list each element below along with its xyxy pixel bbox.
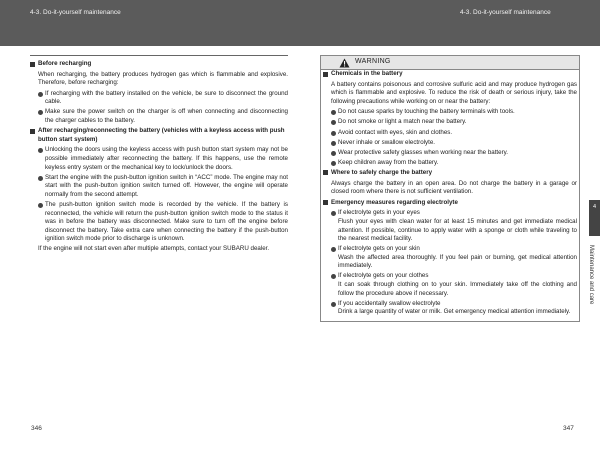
warning-box (320, 70, 580, 322)
paragraph: If the engine will not start even after multiple attempts, contact your SUBARU dealer. (38, 245, 270, 253)
paragraph: When recharging, the battery produces hydrogen gas which is flammable and explosive. Therefore, before recharging: (38, 70, 288, 87)
list-item-text: Unlocking the doors using the keyless access with push button start system may not be possible immediately after reconnecting the battery. If this happens, use the remote keyless entry system or the mechanical key to lock/unlock the doors. (45, 146, 288, 171)
list-item-heading: If electrolyte gets on your clothes (338, 272, 429, 280)
bullet-icon (38, 110, 43, 115)
chapter-tab-label: Maintenance and care (588, 245, 594, 305)
list-item-text: Do not smoke or light a match near the battery. (338, 118, 467, 126)
bullet-icon (331, 110, 336, 115)
list-item-text: Do not cause sparks by touching the battery terminals with tools. (338, 108, 515, 116)
list-item (30, 201, 288, 244)
list-item-heading: If electrolyte gets in your eyes (338, 209, 420, 217)
section-heading (323, 70, 577, 79)
square-bullet-icon (323, 200, 328, 205)
list-item-text: Make sure the power switch on the charger is off when connecting and disconnecting the charger cables to the battery. (45, 108, 288, 125)
list-item (323, 139, 577, 148)
section-divider (30, 55, 288, 56)
list-item (323, 129, 577, 138)
page-number-right: 347 (563, 425, 574, 432)
square-bullet-icon (30, 62, 35, 67)
bullet-icon (331, 151, 336, 156)
square-bullet-icon (323, 72, 328, 77)
list-item (30, 90, 288, 107)
bullet-icon (331, 161, 336, 166)
header-right-title: 4-3. Do-it-yourself maintenance (460, 9, 551, 16)
bullet-icon (331, 274, 336, 279)
list-item (323, 272, 577, 298)
list-item-heading: If electrolyte gets on your skin (338, 245, 420, 253)
section-heading (30, 127, 288, 144)
bullet-icon (331, 141, 336, 146)
list-item (323, 300, 577, 317)
warning-header (320, 55, 580, 70)
list-item (323, 159, 577, 168)
bullet-icon (331, 120, 336, 125)
page-header-bar (0, 0, 600, 46)
list-item-text: Flush your eyes with clean water for at least 15 minutes and get immediate medical attention. If possible, continue to apply water with a sponge or cloth while traveling to the nearest medical facility. (338, 217, 577, 243)
list-item-text: Avoid contact with eyes, skin and clothes. (338, 128, 453, 136)
list-item-heading: If you accidentally swallow electrolyte (338, 299, 441, 307)
list-item (323, 108, 577, 117)
section-title: Where to safely charge the battery (331, 168, 433, 176)
bullet-icon (38, 148, 43, 153)
list-item-text: Start the engine with the push-button ignition switch in “ACC” mode. The engine may not start with the push-button ignition switch turned off. However, the engine will operate normally from the second attempt. (45, 173, 288, 198)
list-item (323, 149, 577, 158)
square-bullet-icon (30, 129, 35, 134)
list-item (30, 108, 288, 125)
list-item-text: It can soak through clothing on to your skin. Immediately take off the clothing and follow the procedure above if necessary. (338, 281, 577, 297)
list-item-text: Wear protective safety glasses when working near the battery. (338, 148, 509, 156)
bullet-icon (38, 176, 43, 181)
section-heading (30, 60, 288, 69)
list-item (30, 146, 288, 172)
bullet-icon (331, 211, 336, 216)
page-number-left: 346 (31, 425, 42, 432)
list-item (30, 174, 288, 200)
section-title: After recharging/reconnecting the battery (vehicles with a keyless access with push button start system) (38, 127, 285, 143)
section-title: Before recharging (38, 60, 92, 67)
bullet-icon (38, 203, 43, 208)
list-item-text: Wash the affected area thoroughly. If you feel pain or burning, get medical attention immediately. (338, 253, 577, 270)
list-item (323, 245, 577, 271)
section-title: Chemicals in the battery (331, 70, 403, 77)
right-page-column (320, 55, 580, 322)
bullet-icon (331, 131, 336, 136)
warning-triangle-icon (339, 58, 350, 68)
list-item (323, 118, 577, 127)
chapter-tab-number: 4 (592, 204, 597, 210)
chapter-tab (589, 200, 600, 236)
list-item-text: Never inhale or swallow electrolyte. (338, 138, 435, 146)
list-item-text: The push-button ignition switch mode is recorded by the vehicle. If the battery is reconnected, the vehicle will return the push-button ignition switch mode to the status it was in before the battery was disconnected. Make sure to turn off the engine before disconnect the battery. Take extra care when connecting the battery if the push-button ignition switch mode prior to discharge is unknown. (45, 200, 288, 243)
list-item-text: Keep children away from the battery. (338, 158, 439, 166)
list-item-text: If recharging with the battery installed on the vehicle, be sure to disconnect the ground cable. (45, 89, 288, 106)
section-heading (323, 199, 577, 208)
section-heading (323, 169, 577, 178)
left-page-column (30, 55, 288, 256)
paragraph: A battery contains poisonous and corrosive sulfuric acid and may produce hydrogen gas which is flammable and explosive. To reduce the risk of death or serious injury, take the following precautions while working on or near the battery: (331, 80, 577, 105)
section-title: Emergency measures regarding electrolyte (331, 198, 458, 206)
warning-label: WARNING (355, 58, 391, 66)
list-item-text: Drink a large quantity of water or milk. Get emergency medical attention immediately. (338, 308, 571, 316)
paragraph: Always charge the battery in an open area. Do not charge the battery in a garage or closed room where there is not sufficient ventilation. (331, 179, 577, 196)
bullet-icon (331, 302, 336, 307)
header-left-title: 4-3. Do-it-yourself maintenance (30, 9, 121, 16)
bullet-icon (331, 247, 336, 252)
square-bullet-icon (323, 170, 328, 175)
bullet-icon (38, 92, 43, 97)
list-item (323, 209, 577, 243)
